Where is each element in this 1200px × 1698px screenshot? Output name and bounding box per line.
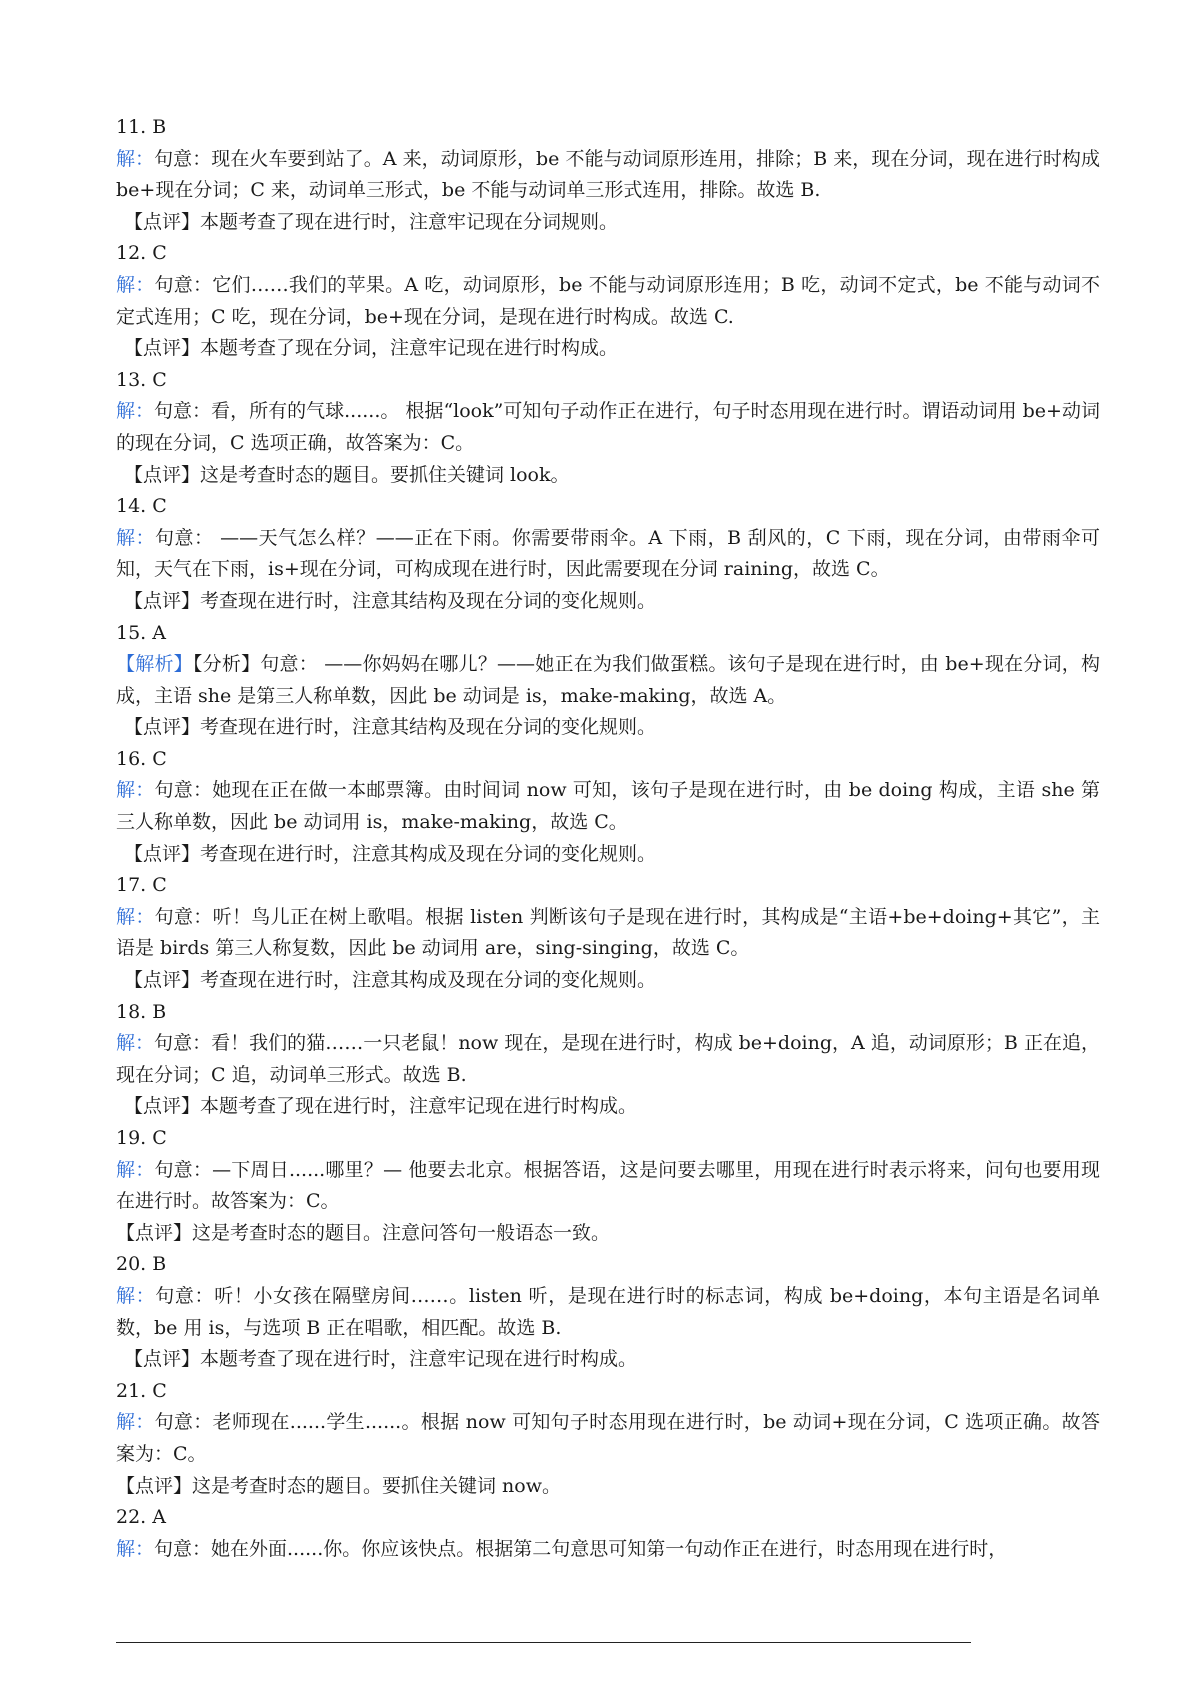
question-number: 16. C [116,747,167,770]
question-number: 13. C [116,368,167,391]
explanation [116,144,1100,207]
comment: 【点评】考查现在进行时，注意其构成及现在分词的变化规则。 [124,842,657,865]
explanation-text: 句意：她在外面......你。你应该快点。根据第二句意思可知第一句动作正在进行，时态用现在进行时， [154,1537,1008,1560]
solution-label: 解： [116,1284,156,1307]
explanation [116,270,1100,333]
explanation [116,1028,1100,1091]
explanation-text: 句意：看！我们的猫……一只老鼠！now 现在，是现在进行时，构成 be+doing，A 追，动词原形；B 正在追，现在分词；C 追，动词单三形式。故选 B. [116,1032,1100,1086]
explanation-text: 句意：老师现在......学生......。根据 now 可知句子时态用现在进行时，be 动词+现在分词，C 选项正确。故答案为：C。 [116,1411,1100,1465]
comment: 【点评】本题考查了现在分词，注意牢记现在进行时构成。 [124,337,619,360]
question-number: 15. A [116,621,166,644]
explanation-text: 【分析】句意： ——你妈妈在哪儿？——她正在为我们做蛋糕。该句子是现在进行时，由 be+现在分词，构成，主语 she 是第三人称单数，因此 be 动词是 is，make-making，故选 A。 [116,653,1100,707]
comment: 【点评】考查现在进行时，注意其结构及现在分词的变化规则。 [124,716,657,739]
question-number: 17. C [116,874,167,897]
explanation-text: 句意：听！鸟儿正在树上歌唱。根据 listen 判断该句子是现在进行时，其构成是“主语+be+doing+其它”，主语是 birds 第三人称复数，因此 be 动词用 are，sing-singing，故选 C。 [116,905,1100,960]
explanation-text: 句意： ——天气怎么样？——正在下雨。你需要带雨伞。A 下雨，B 刮风的，C 下雨，现在分词，由带雨伞可知，天气在下雨，is+现在分词，可构成现在进行时，因此需要现在分词 raining，故选 C。 [116,526,1100,581]
explanation-text: 句意：她现在正在做一本邮票簿。由时间词 now 可知，该句子是现在进行时，由 be doing 构成，主语 she 第三人称单数，因此 be 动词用 is，make-making，故选 C。 [116,779,1100,834]
question-number: 20. B [116,1253,167,1276]
solution-label: 解： [116,1032,155,1055]
question-number: 14. C [116,495,167,518]
explanation [116,1407,1100,1470]
question-number: 11. B [116,116,167,138]
explanation [116,902,1100,965]
comment: 【点评】考查现在进行时，注意其结构及现在分词的变化规则。 [124,589,657,612]
question-number: 21. C [116,1379,167,1402]
footer-divider [116,1642,971,1643]
solution-label: 解： [116,400,155,423]
solution-label: 解： [116,1411,155,1434]
explanation-text: 句意：听！小女孩在隔壁房间……。listen 听，是现在进行时的标志词，构成 be+doing，本句主语是名词单数，be 用 is，与选项 B 正在唱歌，相匹配。故选 B. [116,1284,1100,1339]
explanation [116,775,1100,838]
solution-label: 解： [116,905,155,928]
explanation [116,1155,1100,1218]
comment: 【点评】这是考查时态的题目。要抓住关键词 look。 [124,463,570,486]
explanation [116,396,1100,459]
explanation-text: 句意：看，所有的气球......。 根据“look”可知句子动作正在进行，句子时态用现在进行时。谓语动词用 be+动词的现在分词，C 选项正确，故答案为：C。 [116,400,1100,454]
explanation [116,649,1100,712]
explanation [116,1281,1100,1344]
question-number: 19. C [116,1127,167,1149]
answer-explanations [116,112,1100,1565]
question-number: 22. A [116,1506,166,1529]
explanation [116,523,1100,586]
solution-label: 解： [116,273,155,296]
solution-label: 解： [116,1158,155,1181]
comment: 【点评】本题考查了现在进行时，注意牢记现在进行时构成。 [124,1348,638,1371]
explanation-text: 句意：它们……我们的苹果。A 吃，动词原形，be 不能与动词原形连用；B 吃，动词不定式，be 不能与动词不定式连用；C 吃，现在分词，be+现在分词，是现在进行时构成。故选 C. [116,273,1100,328]
analysis-label: 【解析】 [116,653,193,676]
solution-label: 解： [116,526,156,549]
question-number: 18. B [116,1000,167,1023]
explanation-text: 句意：—下周日......哪里？— 他要去北京。根据答语，这是问要去哪里，用现在进行时表示将来，问句也要用现在进行时。故答案为：C。 [116,1158,1100,1213]
question-number: 12. C [116,242,167,265]
explanation [116,1534,1100,1566]
solution-label: 解： [116,779,155,802]
solution-label: 解： [116,147,155,170]
solution-label: 解： [116,1537,155,1560]
comment: 【点评】这是考查时态的题目。要抓住关键词 now。 [116,1474,561,1497]
comment: 【点评】考查现在进行时，注意其构成及现在分词的变化规则。 [124,969,657,992]
comment: 【点评】这是考查时态的题目。注意问答句一般语态一致。 [116,1221,611,1244]
comment: 【点评】本题考查了现在进行时，注意牢记现在分词规则。 [124,210,619,233]
comment: 【点评】本题考查了现在进行时，注意牢记现在进行时构成。 [124,1095,638,1118]
explanation-text: 句意：现在火车要到站了。A 来，动词原形，be 不能与动词原形连用，排除；B 来，现在分词，现在进行时构成 be+现在分词；C 来，动词单三形式，be 不能与动词单三形式连用，排除。故选 B. [116,147,1100,202]
